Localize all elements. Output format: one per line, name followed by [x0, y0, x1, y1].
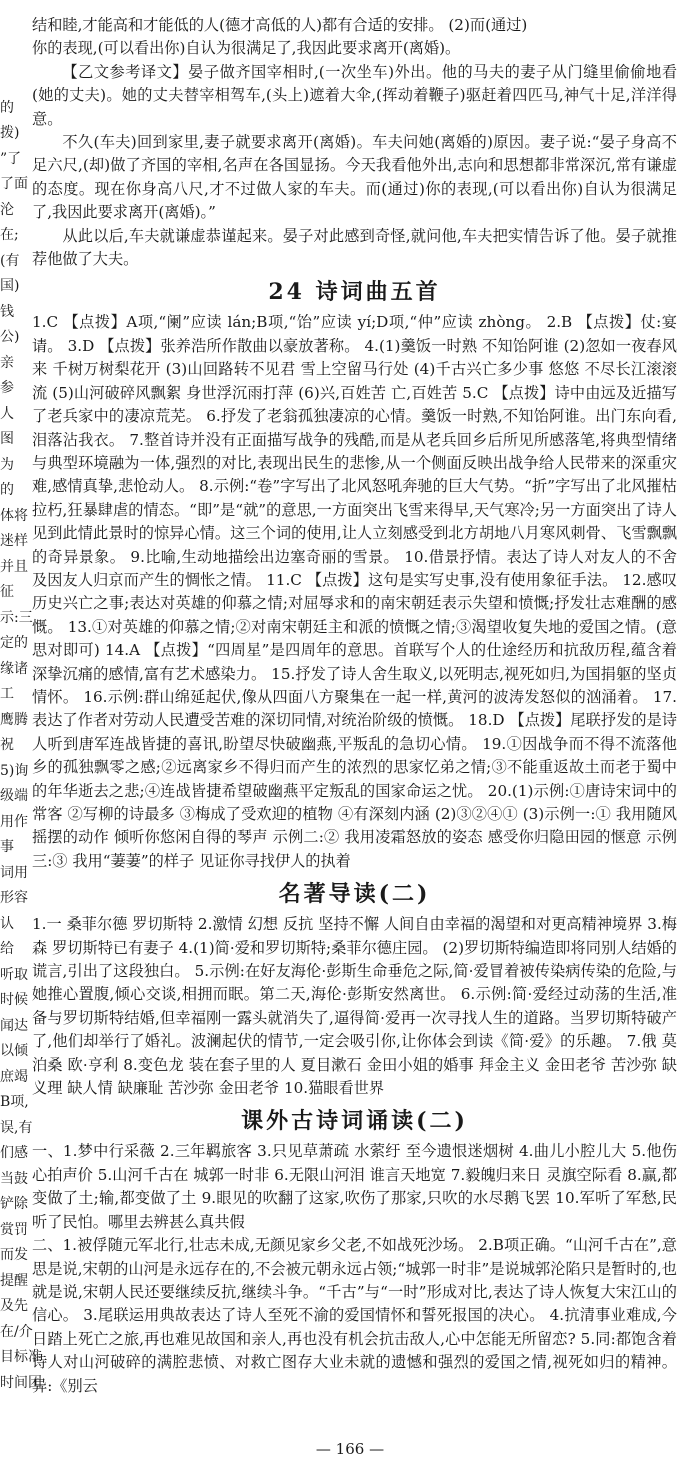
- section-answers-classics: 1.一 桑菲尔德 罗切斯特 2.激情 幻想 反抗 坚持不懈 人间自由幸福的渴望和对更高精神境界 3.梅森 罗切斯特已有妻子 4.(1)简·爱和罗切斯特;桑菲尔德庄园。 (2)罗切斯特编造即将同别人结婚的谎言,引出了这段独白。 5.示例:在好友海伦·彭斯生命垂危之际,简·爱冒着被传染病传染的危险,与她推心置腹,倾心交谈,相拥而眠。第二天,海伦·彭斯安然离世。 6.示例:简·爱经过动荡的生活,准备与罗切斯特结婚,但幸福刚一露头就消失了,逼得简·爱再一次寻找人生的道路。当罗切斯特破产了,他们却举行了婚礼。波澜起伏的情节,一定会吸引你,让你体会到读《简·爱》的乐趣。 7.俄 莫泊桑 欧·亨利 8.变色龙 装在套子里的人 夏目漱石 金田小姐的婚事 拜金主义 金田老爷 苦沙弥 缺义理 缺人情 缺廉耻 苦沙弥 金田老爷 10.猫眼看世界: [32, 915, 677, 1098]
- left-margin-fragment: 并且: [0, 558, 28, 575]
- section-answers-ancient-poetry-1: 一、1.梦中行采薇 2.三年羁旅客 3.只见草萧疏 水萦纡 至今遗恨迷烟树 4.曲儿小腔儿大 5.他伤心拍声价 5.山河千古在 城郭一时非 6.无限山河泪 谁言天地宽 7.毅魄归来日 灵旗空际看 8.赢,都变做了土;输,都变做了土 9.眼见的吹翻了这家,吹伤了那家,只吹的水尽鹅飞罢 10.军听了军愁,民听了民怕。哪里去辨甚么真共假: [32, 1142, 677, 1231]
- left-margin-fragment: 沦: [0, 201, 14, 218]
- left-margin-fragment: 图: [0, 431, 14, 448]
- left-margin-fragment: 征: [0, 584, 14, 601]
- section-title-ancient-poetry: 课外古诗词诵读(二): [241, 1108, 468, 1135]
- translation-label: 【乙文参考译文】: [62, 62, 189, 81]
- left-margin-fragment: 参: [0, 380, 14, 397]
- left-margin-fragment: 铲除: [0, 1196, 28, 1213]
- continuation-line-1: 结和睦,才能高和才能低的人(德才高低的人)都有合适的安排。 (2)而(通过): [32, 16, 528, 34]
- left-margin-fragment: 及先: [0, 1298, 28, 1315]
- left-margin-fragment: 时间团: [0, 1374, 42, 1391]
- left-margin-fragment: 形容: [0, 890, 28, 907]
- left-margin-fragment: 用作: [0, 813, 28, 830]
- left-margin-fragment: ”了: [0, 150, 22, 167]
- left-margin-fragment: 事: [0, 839, 14, 856]
- translation-paragraph-2: 不久(车夫)回到家里,妻子就要求离开(离婚)。车夫问她(离婚的)原因。妻子说:“晏子身高不足六尺,(却)做了齐国的宰相,名声在各国显扬。今天我看他外出,志向和思想都非常深沉,常有谦虚的态度。现在你身高八尺,才不过做人家的车夫。而(通过)你的表现,(可以看出你)自认为很满足了,我因此要求离开(离婚)。”: [32, 133, 677, 222]
- left-margin-fragment: 人: [0, 405, 14, 422]
- left-margin-fragment: 钱: [0, 303, 14, 320]
- left-margin-fragment: 鹰腾: [0, 711, 28, 728]
- left-margin-fragment: 级端: [0, 788, 28, 805]
- left-margin-fragment: 而发: [0, 1247, 28, 1264]
- left-margin-fragment: 以倾: [0, 1043, 28, 1060]
- left-margin-fragment: 在;: [0, 227, 19, 244]
- left-margin-fragment: 拨): [0, 125, 20, 142]
- left-margin-fragment: 赏罚: [0, 1221, 28, 1238]
- left-margin-fragment: 听取: [0, 966, 28, 983]
- left-margin-fragment: 认: [0, 915, 14, 932]
- left-margin-fragment: 闻达: [0, 1017, 28, 1034]
- section-answers-poems: 1.C 【点拨】A项,“阑”应读 lán;B项,“饴”应读 yí;D项,“仲”应读 zhòng。 2.B 【点拨】仗:宴请。 3.D 【点拨】张养浩所作散曲以豪放著称。 4.(1)羹饭一时熟 不知饴阿谁 (2)忽如一夜春风来 千树万树梨花开 (3)山回路转不见君 雪上空留马行处 (4)千古兴亡多少事 悠悠 不尽长江滚滚流 (5)山河破碎风飘絮 身世浮沉雨打萍 (6)兴,百姓苦 亡,百姓苦 5.C 【点拨】诗中由远及近描写了老兵家中的凄凉荒芜。 6.抒发了老翁孤独凄凉的心情。羹饭一时熟,不知饴阿谁。出门东向看,泪落沾我衣。 7.整首诗并没有正面描写战争的残酷,而是从老兵回乡后所见所感落笔,将典型情绪与典型环境融为一体,强烈的对比,表现出民生的悲惨,从一个侧面反映出战争给人民带来的深重灾难,感情真挚,悲怆动人。 8.示例:“卷”字写出了北风怒吼奔驰的巨大气势。“折”字写出了北风摧枯拉朽,狂暴肆虐的情态。“即”是“就”的意思,一方面突出飞雪来得早,天气寒冷;另一方面突出了诗人见到此情此景时的惊异心情。这三个词的使用,让人立刻感受到北方胡地八月寒风刺骨、飞雪飘飘的奇异景象。 9.比喻,生动地描绘出边塞奇丽的雪景。 10.借景抒情。表达了诗人对友人的不舍及因友人归京而产生的惆怅之情。 11.C 【点拨】这句是实写史事,没有使用象征手法。 12.感叹历史兴亡之事;表达对英雄的仰慕之情;对屈辱求和的南宋朝廷表示失望和愤慨;抒发壮志难酬的感慨。 13.①对英雄的仰慕之情;②对南宋朝廷主和派的愤慨之情;③渴望收复失地的爱国之情。(意思对即可) 14.A 【点拨】“四周星”是四周年的意思。首联写个人的仕途经历和抗敌历程,蕴含着深挚沉痛的感情,富有艺术感染力。 15.抒发了诗人舍生取义,以死明志,视死如归,为国捐躯的坚贞情怀。 16.示例:群山绵延起伏,像从四面八方聚集在一起一样,黄河的波涛发怒似的汹涌着。 17.表达了作者对劳动人民遭受苦难的深切同情,对统治阶级的愤慨。 18.D 【点拨】尾联抒发的是诗人听到唐军连战皆捷的喜讯,盼望尽快破幽燕,平叛乱的急切心情。 19.①因战争而不得不流落他乡的孤独飘零之感;②远离家乡不得归而产生的浓烈的思家忆弟之情;③不能重返故土而老于蜀中的年华逝去之悲;④连战皆捷希望破幽燕平定叛乱的国家命运之忧。 20.(1)示例:①唐诗宋词中的常客 ②写柳的诗最多 ③梅成了受欢迎的植物 ④有深刻内涵 (2)③②④① (3)示例一:① 我用随风摇摆的动作 倾听你悠闲自得的琴声 示例二:② 我用凌霜怒放的姿态 感受你归隐田园的惬意 示例三:③ 我用“萋萋”的样子 见证你寻找伊人的执着: [32, 313, 677, 870]
- left-margin-fragment: 时候: [0, 992, 28, 1009]
- left-margin-fragment: B项,: [0, 1094, 29, 1111]
- left-margin-fragment: 缘诸: [0, 660, 28, 677]
- left-margin-fragment: 的: [0, 100, 14, 116]
- left-margin-fragment: 工: [0, 686, 14, 703]
- continuation-line-2: 你的表现,(可以看出你)自认为很满足了,我因此要求离开(离婚)。: [32, 39, 461, 58]
- left-margin-fragment: 目标准: [0, 1349, 42, 1366]
- left-margin-fragment: 了面: [0, 176, 28, 193]
- translation-paragraph-3: 从此以后,车夫就谦虚恭谨起来。晏子对此感到奇怪,就问他,车夫把实情告诉了他。晏子就推荐他做了大夫。: [32, 226, 677, 269]
- left-margin-fragment: 词用: [0, 864, 28, 881]
- translation-paragraph-1: [32, 61, 677, 131]
- left-margin-fragment: 给: [0, 941, 14, 958]
- left-margin-fragment: 庶竭: [0, 1068, 28, 1085]
- left-margin-fragment: 的: [0, 482, 14, 499]
- left-margin-fragment: (有: [0, 252, 20, 269]
- section-title-poems: 24 诗词曲五首: [268, 279, 441, 306]
- left-margin-fragment: 定的: [0, 635, 28, 652]
- section-title-classics: 名著导读(二): [278, 881, 431, 908]
- left-margin-fragment: 亲: [0, 354, 14, 371]
- left-margin-fragment: 5)询: [0, 762, 29, 779]
- left-margin-fragment: 当鼓: [0, 1170, 28, 1187]
- left-margin-fragment: 示:三: [0, 609, 33, 626]
- left-margin-fragment: 提醒: [0, 1272, 28, 1289]
- left-margin-fragment: 为: [0, 456, 14, 473]
- left-margin-fragments: [0, 0, 42, 1476]
- left-margin-fragment: 祝: [0, 737, 14, 754]
- left-margin-fragment: 公): [0, 329, 20, 346]
- left-margin-fragment: 体将: [0, 507, 28, 524]
- section-answers-ancient-poetry-2: 二、1.被俘随元军北行,壮志未成,无颜见家乡父老,不如战死沙场。 2.B项正确。“山河千古在”,意思是说,宋朝的山河是永远存在的,不会被元朝永远占领;“城郭一时非”是说城郭沦陷只是暂时的,也就是说,宋朝人民还要继续反抗,继续斗争。“千古”与“一时”形成对比,表达了诗人恢复大宋江山的信心。 3.尾联运用典故表达了诗人至死不渝的爱国情怀和誓死报国的决心。 4.抗清事业难成,今日踏上死亡之旅,再也难见故国和亲人,再也没有机会抗击敌人,心中怎能无所留恋? 5.同:都饱含着诗人对山河破碎的满腔悲愤、对救亡图存大业未就的遗憾和强烈的爱国之情,视死如归的精神。异:《别云: [32, 1236, 677, 1395]
- left-margin-fragment: 迷样: [0, 533, 28, 550]
- page-number: — 166 —: [315, 1440, 385, 1458]
- main-content: [32, 14, 677, 1398]
- translation-text-1: 晏子做齐国宰相时,(一次坐车)外出。他的马夫的妻子从门缝里偷偷地看(她的丈夫)。她的丈夫替宰相驾车,(头上)遮着大伞,(挥动着鞭子)驱赶着四匹马,神气十足,洋洋得意。: [32, 62, 678, 128]
- left-margin-fragment: 在/介: [0, 1323, 33, 1340]
- left-margin-fragment: 误,有: [0, 1119, 33, 1136]
- left-margin-fragment: 国): [0, 278, 20, 295]
- left-margin-fragment: 们感: [0, 1145, 28, 1162]
